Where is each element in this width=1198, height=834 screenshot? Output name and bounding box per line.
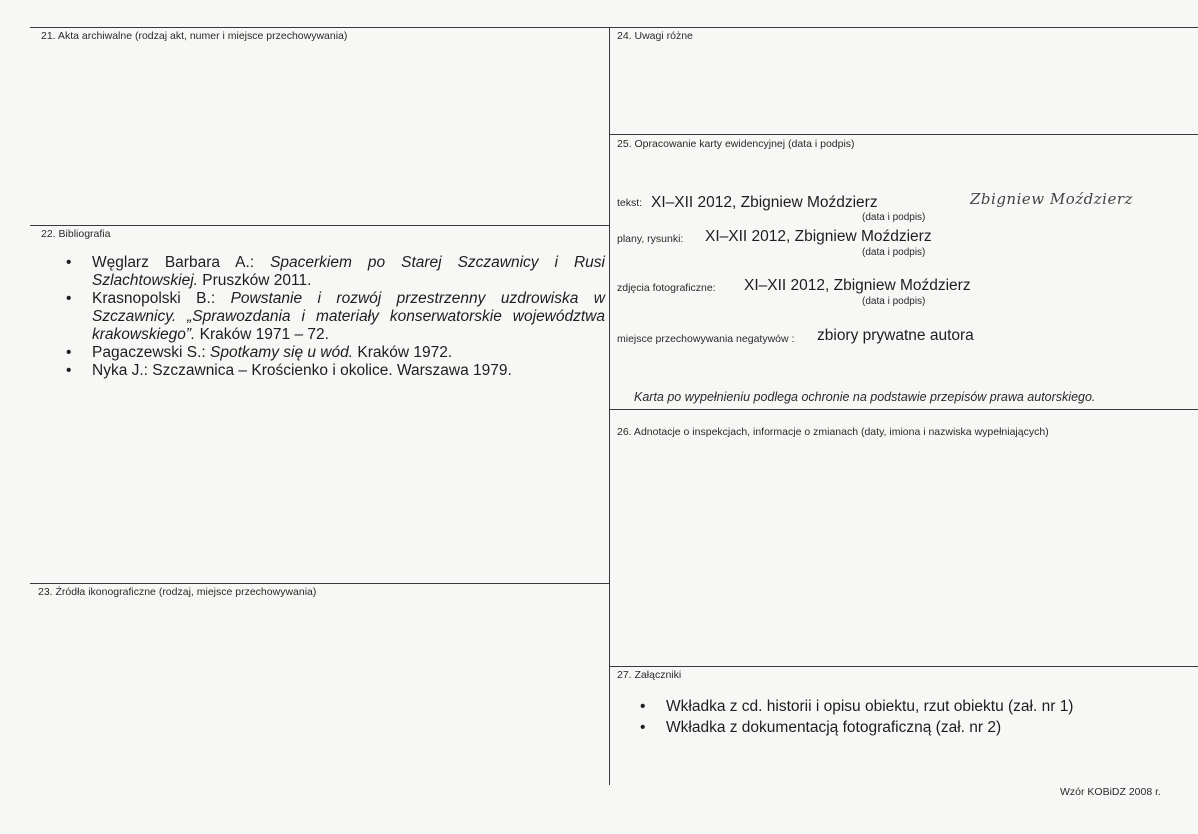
bibliography-item: • Węglarz Barbara A.: Spacerkiem po Starej Szczawnicy i Rusi Szlachtowskiej. Pruszków 2011. <box>64 254 605 290</box>
divider-24-25 <box>609 134 1198 135</box>
section-24-label: 24. Uwagi różne <box>617 30 693 42</box>
section-25-label: 25. Opracowanie karty ewidencyjnej (data i podpis) <box>617 138 855 150</box>
divider-25-26 <box>609 409 1198 410</box>
data-podpis-hint: (data i podpis) <box>862 212 926 223</box>
copyright-note: Karta po wypełnieniu podlega ochronie na podstawie przepisów prawa autorskiego. <box>634 390 1096 404</box>
plany-label: plany, rysunki: <box>617 233 684 245</box>
negatywy-label: miejsce przechowywania negatywów : <box>617 333 795 345</box>
signature: Zbigniew Moździerz <box>970 190 1133 208</box>
attachments-list <box>638 696 1178 738</box>
zdjecia-label: zdjęcia fotograficzne: <box>617 282 716 294</box>
bibliography-item: • Nyka J.: Szczawnica – Krościenko i okolice. Warszawa 1979. <box>64 362 605 380</box>
negatywy-value: zbiory prywatne autora <box>817 327 974 344</box>
data-podpis-hint: (data i podpis) <box>862 247 926 258</box>
form-model-footer: Wzór KOBiDZ 2008 r. <box>1060 786 1161 798</box>
divider-22-23 <box>30 583 610 584</box>
bibliography-item: • Pagaczewski S.: Spotkamy się u wód. Kraków 1972. <box>64 344 605 362</box>
zdjecia-value: XI–XII 2012, Zbigniew Moździerz <box>744 277 971 294</box>
attachment-item: • Wkładka z cd. historii i opisu obiektu, rzut obiektu (zał. nr 1) <box>638 696 1178 717</box>
tekst-label: tekst: <box>617 197 643 209</box>
divider-21-22 <box>30 225 610 226</box>
section-23-label: 23. Źródła ikonograficzne (rodzaj, miejsce przechowywania) <box>38 586 317 598</box>
top-border <box>30 27 1198 28</box>
section-26-label: 26. Adnotacje o inspekcjach, informacje o zmianach (daty, imiona i nazwiska wypełniających) <box>617 426 1049 438</box>
center-divider <box>609 27 610 785</box>
divider-26-27 <box>609 666 1198 667</box>
data-podpis-hint: (data i podpis) <box>862 296 926 307</box>
bibliography-item: • Krasnopolski B.: Powstanie i rozwój przestrzenny uzdrowiska w Szczawnicy. „Sprawozdania i materiały konserwatorskie województwa krakowskiego”. Kraków 1971 – 72. <box>64 290 605 344</box>
section-22-label: 22. Bibliografia <box>41 228 111 240</box>
attachment-item: • Wkładka z dokumentacją fotograficzną (zał. nr 2) <box>638 717 1178 738</box>
section-27-label: 27. Załączniki <box>617 669 682 681</box>
tekst-value: XI–XII 2012, Zbigniew Moździerz <box>651 194 878 211</box>
plany-value: XI–XII 2012, Zbigniew Moździerz <box>705 228 932 245</box>
bibliography-list <box>64 254 605 380</box>
section-21-label: 21. Akta archiwalne (rodzaj akt, numer i miejsce przechowywania) <box>41 30 348 42</box>
